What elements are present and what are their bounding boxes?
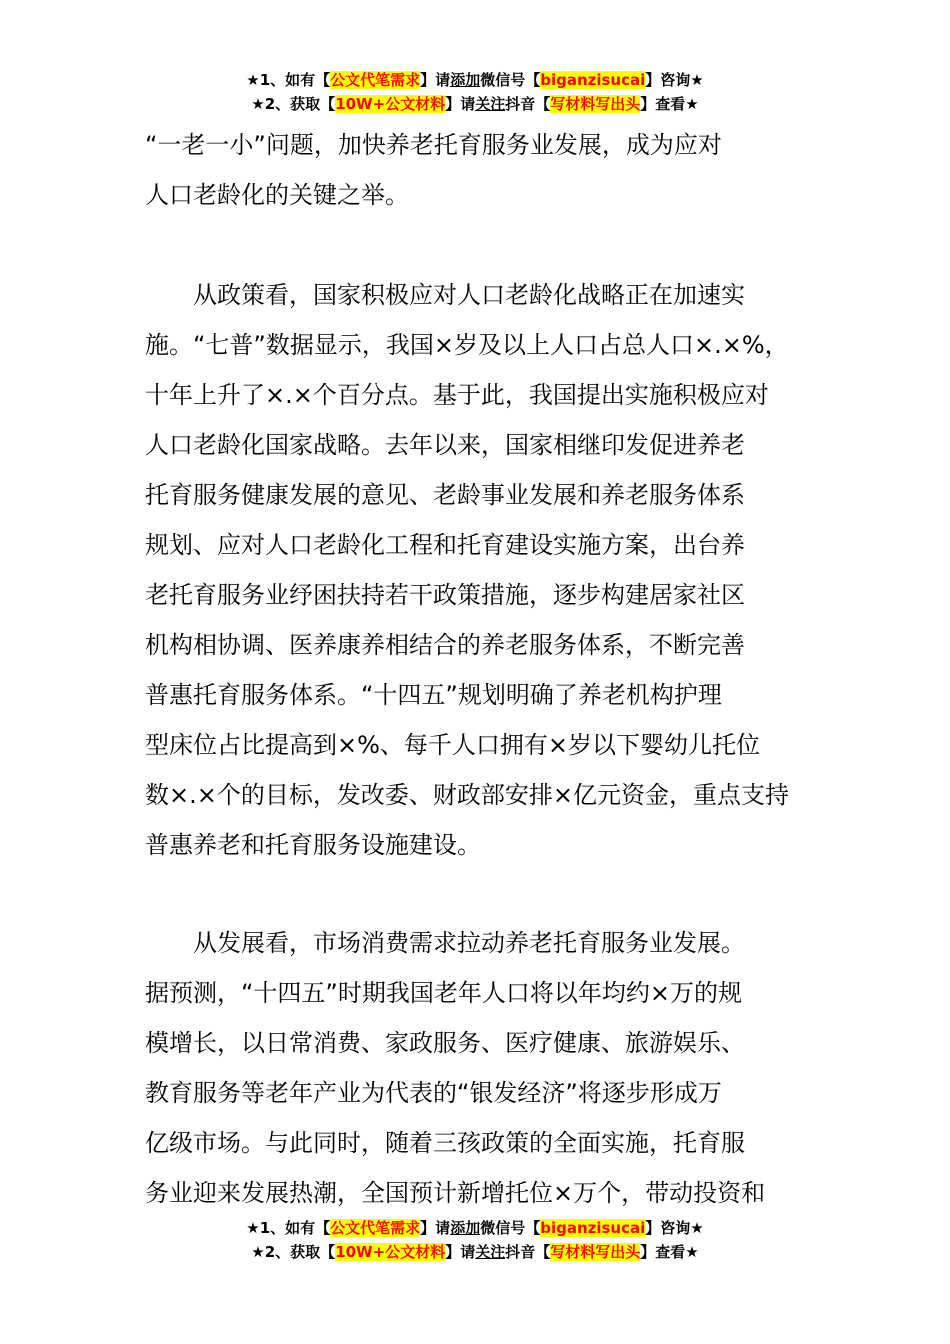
text-line: 亿级市场。与此同时，随着三孩政策的全面实施，托育服 <box>145 1129 745 1157</box>
text-line: 十年上升了×.×个百分点。基于此，我国提出实施积极应对 <box>145 381 769 409</box>
footer-banner <box>0 1216 950 1264</box>
banner-line-2 <box>0 1240 950 1264</box>
banner-line-1 <box>0 68 950 92</box>
header-banner <box>0 68 950 116</box>
banner-text: ★1、如有【 <box>246 71 331 89</box>
text-line: 机构相协调、医养康养相结合的养老服务体系，不断完善 <box>145 631 745 659</box>
banner-text: 】查看★ <box>640 95 699 113</box>
paragraph-3 <box>145 918 845 1218</box>
banner-text: 】请 <box>445 95 476 113</box>
text-line: 老托育服务业纾困扶持若干政策措施，逐步构建居家社区 <box>145 581 745 609</box>
banner-text: 抖音【 <box>505 95 551 113</box>
text-line: 教育服务等老年产业为代表的“银发经济”将逐步形成万 <box>145 1079 722 1107</box>
highlight-materials: 10W+公文材料 <box>335 95 446 113</box>
banner-text: ★2、获取【 <box>251 95 336 113</box>
highlight-wechat-id: biganzisucai <box>540 1219 646 1237</box>
banner-text: 】请 <box>420 71 451 89</box>
banner-text: 】请 <box>445 1243 476 1261</box>
text-line: 施。“七普”数据显示，我国×岁及以上人口占总人口×.×%， <box>145 331 789 359</box>
highlight-materials: 10W+公文材料 <box>335 1243 446 1261</box>
paragraph-1 <box>145 120 845 220</box>
highlight-service: 公文代笔需求 <box>330 71 421 89</box>
banner-text: 抖音【 <box>505 1243 551 1261</box>
banner-text: 】咨询★ <box>645 71 704 89</box>
banner-text: 微信号【 <box>480 71 541 89</box>
text-line: 普惠养老和托育服务设施建设。 <box>145 831 481 859</box>
text-line: 模增长，以日常消费、家政服务、医疗健康、旅游娱乐、 <box>145 1029 745 1057</box>
text-line: 型床位占比提高到×%、每千人口拥有×岁以下婴幼儿托位 <box>145 731 761 759</box>
banner-text: 】查看★ <box>640 1243 699 1261</box>
text-line: 务业迎来发展热潮，全国预计新增托位×万个，带动投资和 <box>145 1179 766 1207</box>
text-line: 托育服务健康发展的意见、老龄事业发展和养老服务体系 <box>145 481 745 509</box>
banner-underlined: 添加 <box>450 71 481 89</box>
banner-underlined: 添加 <box>450 1219 481 1237</box>
banner-text: ★1、如有【 <box>246 1219 331 1237</box>
banner-text: 微信号【 <box>480 1219 541 1237</box>
banner-line-2 <box>0 92 950 116</box>
highlight-douyin: 写材料写出头 <box>550 95 641 113</box>
text-line: 人口老龄化国家战略。去年以来，国家相继印发促进养老 <box>145 431 745 459</box>
text-line: 从政策看，国家积极应对人口老龄化战略正在加速实 <box>145 281 745 309</box>
banner-line-1 <box>0 1216 950 1240</box>
highlight-douyin: 写材料写出头 <box>550 1243 641 1261</box>
banner-text: 】咨询★ <box>645 1219 704 1237</box>
text-line: 规划、应对人口老龄化工程和托育建设实施方案，出台养 <box>145 531 745 559</box>
text-line: 人口老龄化的关键之举。 <box>145 181 409 209</box>
text-line: “一老一小”问题，加快养老托育服务业发展，成为应对 <box>145 131 722 159</box>
highlight-wechat-id: biganzisucai <box>540 71 646 89</box>
banner-underlined: 关注 <box>475 95 506 113</box>
banner-text: ★2、获取【 <box>251 1243 336 1261</box>
highlight-service: 公文代笔需求 <box>330 1219 421 1237</box>
text-line: 普惠托育服务体系。“十四五”规划明确了养老机构护理 <box>145 681 722 709</box>
banner-text: 】请 <box>420 1219 451 1237</box>
text-line: 数×.×个的目标，发改委、财政部安排×亿元资金，重点支持 <box>145 781 789 809</box>
text-line: 据预测，“十四五”时期我国老年人口将以年均约×万的规 <box>145 979 742 1007</box>
text-line: 从发展看，市场消费需求拉动养老托育服务业发展。 <box>145 929 745 957</box>
banner-underlined: 关注 <box>475 1243 506 1261</box>
paragraph-2 <box>145 270 845 870</box>
